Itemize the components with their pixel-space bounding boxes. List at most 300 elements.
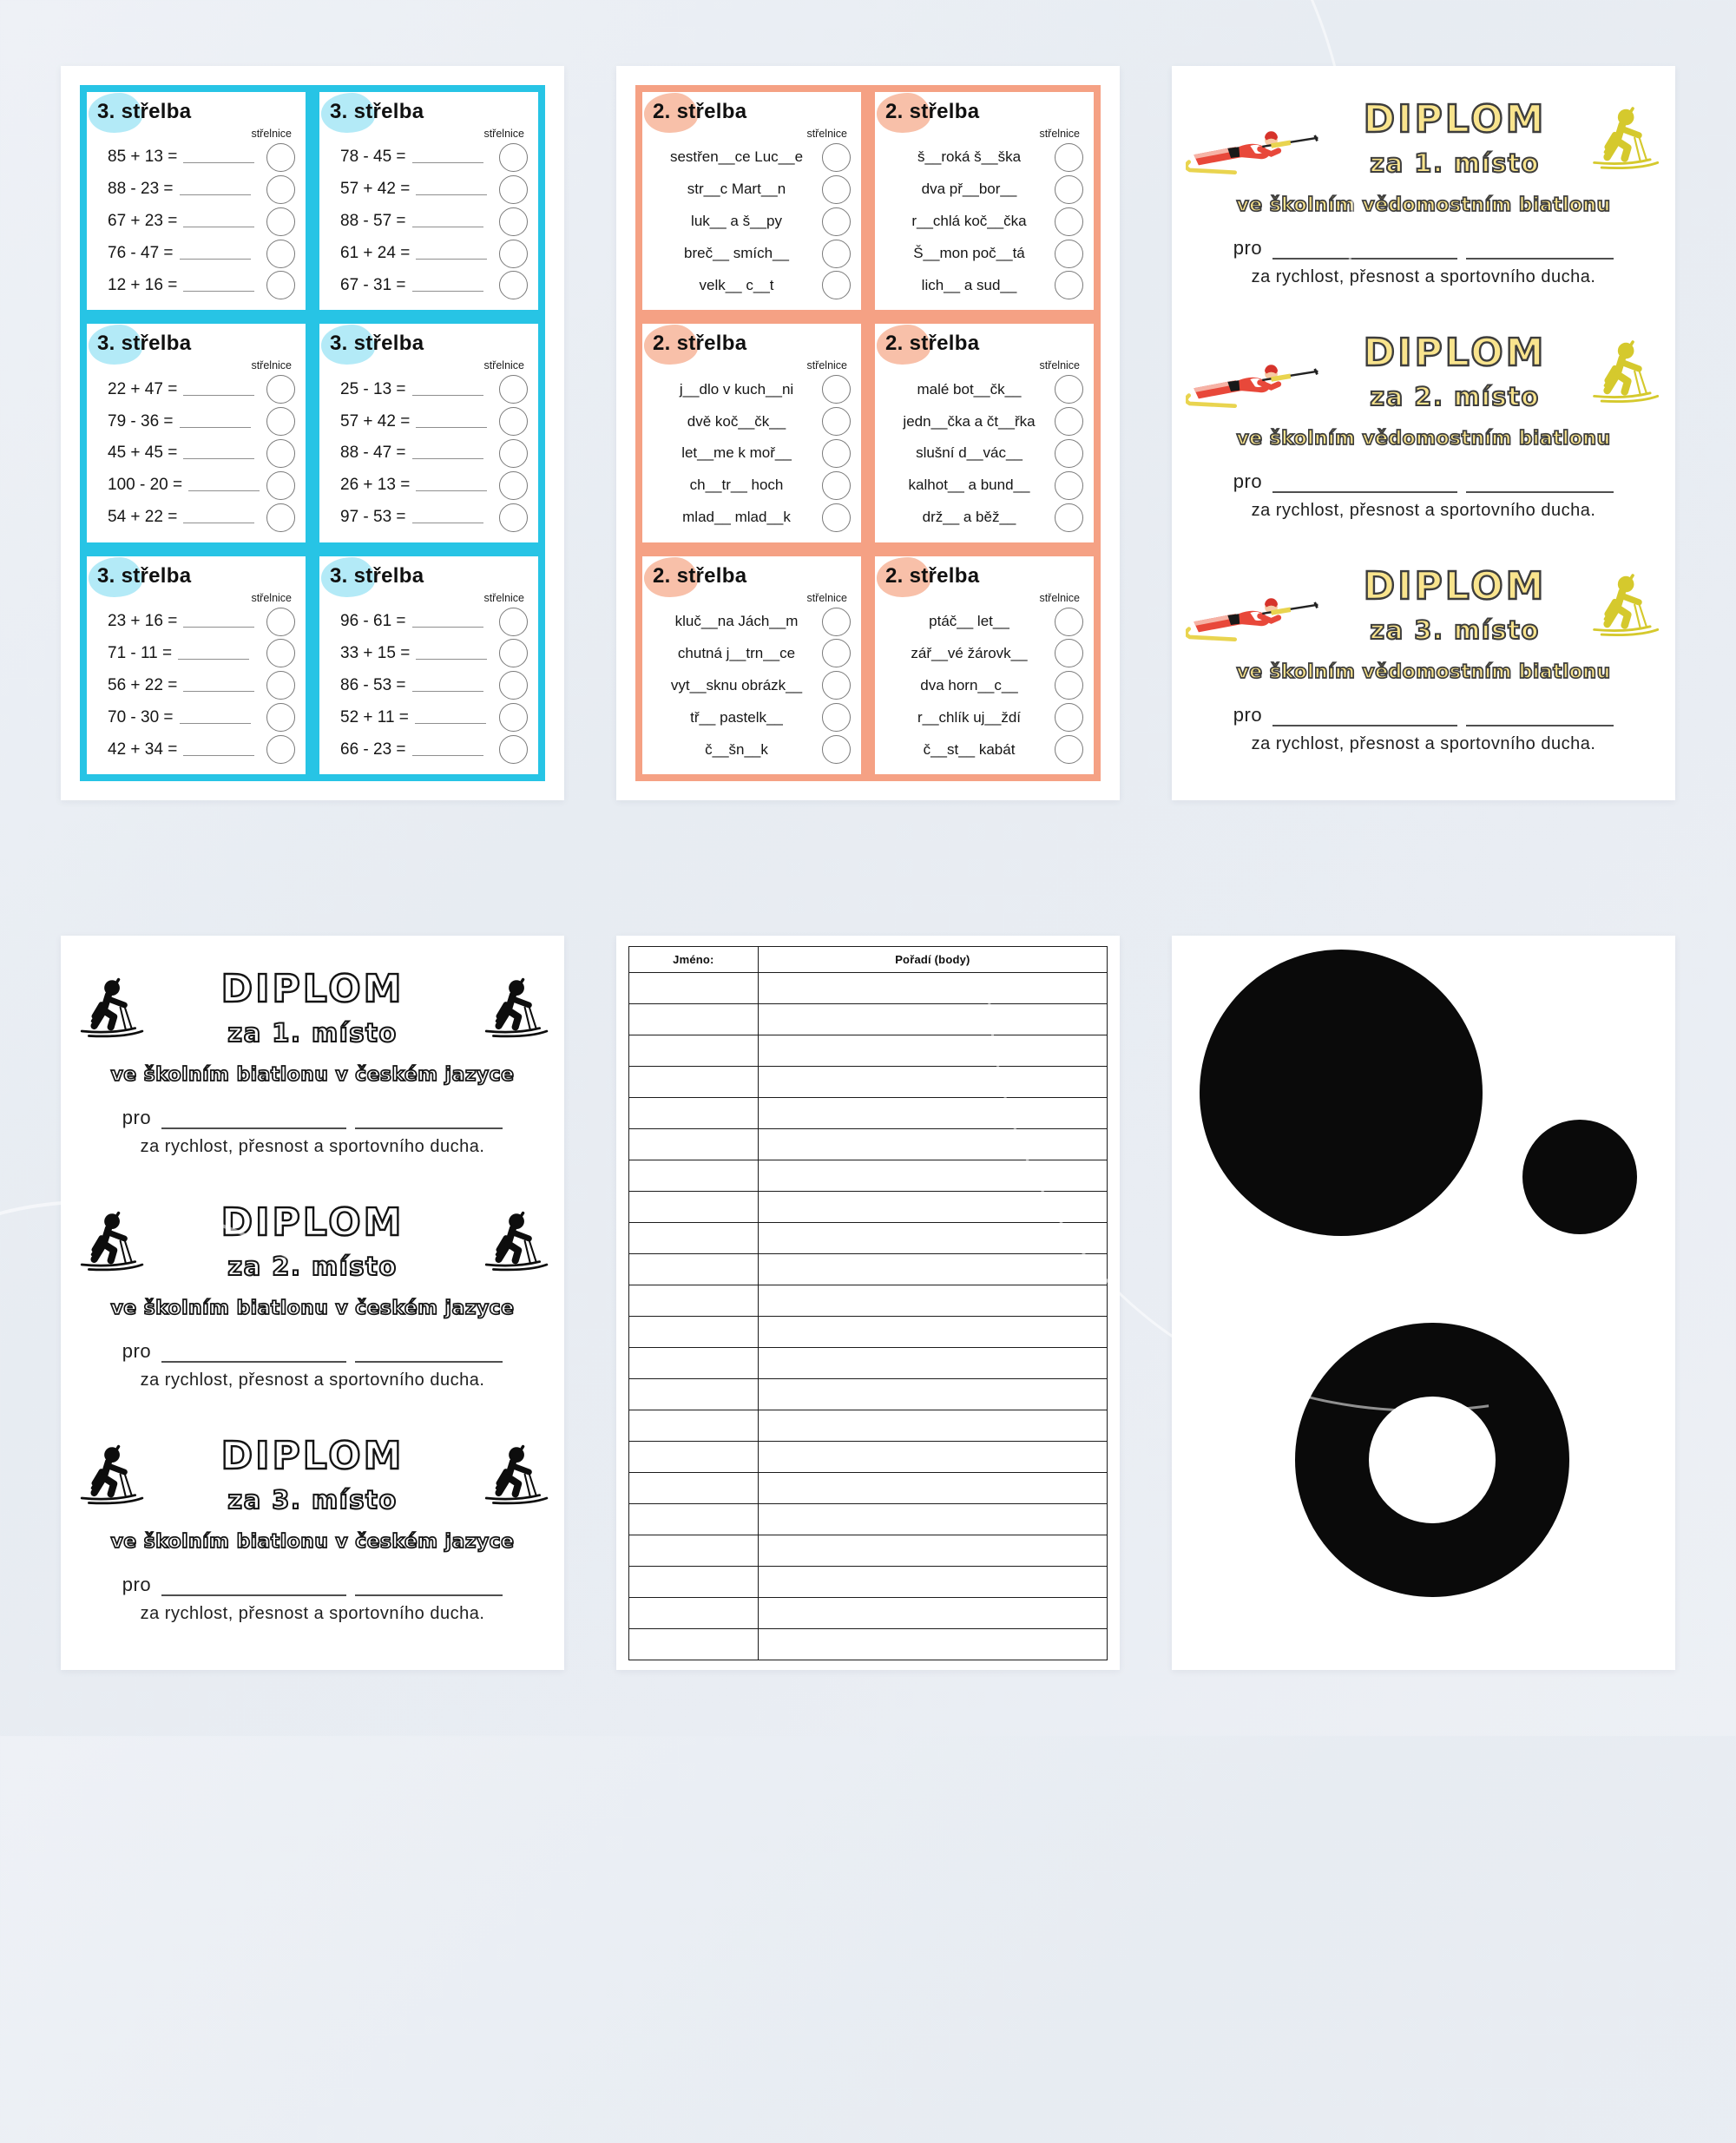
fill-in-word: drž__ a běž__: [922, 509, 1016, 526]
fill-in-word: chutná j__trn__ce: [677, 644, 796, 661]
answer-line: [412, 279, 483, 292]
czech-card: [868, 317, 1101, 549]
czech-card: [868, 549, 1101, 781]
math-problem: 22 + 47 =: [108, 379, 178, 398]
word-row: [885, 471, 1083, 500]
math-problem-row: [330, 471, 528, 500]
word-row: [885, 407, 1083, 436]
word-row: [885, 671, 1083, 700]
target-circle: [266, 240, 295, 268]
word-row: [885, 639, 1083, 667]
math-problem-row: [330, 143, 528, 172]
diploma-motto: za rychlost, přesnost a sportovního ducha.: [140, 1371, 485, 1390]
target-circle: [499, 671, 528, 700]
math-problem: 54 + 22 =: [108, 508, 178, 527]
fill-in-word: dva horn__c__: [920, 676, 1018, 694]
name-cell: [629, 1410, 759, 1442]
word-list: [885, 606, 1083, 767]
target-circle: [822, 735, 851, 764]
results-empty-row: [629, 1535, 1108, 1567]
math-problem-row: [97, 703, 295, 732]
answer-line: [178, 648, 249, 660]
target-circle: [266, 407, 295, 436]
name-column-header: Jméno:: [629, 947, 759, 973]
word-row: [885, 143, 1083, 172]
word-row: [885, 240, 1083, 268]
pro-label: pro: [1233, 704, 1263, 726]
math-problem-row: [330, 375, 528, 404]
math-problem: 88 - 23 =: [108, 180, 174, 199]
diploma-title: DIPLOM: [1363, 96, 1547, 141]
prone-shooter-icon: [1186, 596, 1323, 641]
score-cell: [758, 1160, 1107, 1192]
card-title: 3. střelba: [97, 563, 192, 588]
biathlon-skier-icon: [1587, 335, 1661, 406]
math-problem-row: [97, 639, 295, 667]
math-problem: 97 - 53 =: [340, 508, 406, 527]
score-cell: [758, 1223, 1107, 1254]
target-circle: [266, 503, 295, 532]
target-circle: [499, 471, 528, 500]
diploma-section: [1186, 320, 1661, 546]
target-circle: [266, 439, 295, 468]
czech-worksheet-page: [616, 66, 1120, 800]
math-problem: 86 - 53 =: [340, 675, 406, 694]
range-label: střelnice: [251, 128, 292, 140]
fill-in-word: mlad__ mlad__k: [682, 509, 791, 526]
name-blank-line: [1466, 712, 1614, 726]
math-problem: 42 + 34 =: [108, 740, 178, 759]
score-cell: [758, 1410, 1107, 1442]
answer-line: [183, 680, 254, 692]
name-blank-line: [355, 1114, 503, 1129]
word-row: [653, 703, 851, 732]
target-circle: [499, 207, 528, 236]
card-title: 3. střelba: [330, 332, 424, 356]
results-empty-row: [629, 1160, 1108, 1192]
fill-in-word: ptáč__ let__: [929, 613, 1009, 630]
name-cell: [629, 1098, 759, 1129]
problem-list: [330, 141, 528, 303]
answer-line: [183, 615, 254, 628]
word-row: [653, 271, 851, 299]
answer-line: [180, 183, 251, 195]
math-problem-row: [97, 407, 295, 436]
math-problem: 67 + 23 =: [108, 212, 178, 231]
results-empty-row: [629, 1629, 1108, 1660]
fill-in-word: dvě koč__čk__: [687, 412, 786, 430]
range-label: střelnice: [806, 359, 847, 372]
name-blank-line: [1466, 245, 1614, 260]
results-empty-row: [629, 973, 1108, 1004]
math-problem: 76 - 47 =: [108, 244, 174, 262]
target-circle: [1055, 671, 1083, 700]
target-circle: [266, 703, 295, 732]
fill-in-word: č__st__ kabát: [923, 740, 1016, 758]
diploma-place: za 2. místo: [1370, 381, 1540, 411]
target-circle: [266, 471, 295, 500]
diploma-place: za 3. místo: [1370, 615, 1540, 645]
results-empty-row: [629, 1067, 1108, 1098]
biathlon-skier-icon: [479, 1440, 550, 1508]
diploma-title: DIPLOM: [220, 1200, 404, 1245]
target-circle: [499, 735, 528, 764]
word-row: [653, 503, 851, 532]
diploma-place: za 1. místo: [227, 1017, 398, 1048]
word-row: [885, 439, 1083, 468]
math-problem: 12 + 16 =: [108, 275, 178, 294]
diploma-place: za 3. místo: [227, 1484, 398, 1515]
word-list: [885, 141, 1083, 303]
answer-line: [412, 744, 483, 756]
math-problem-row: [97, 271, 295, 299]
answer-line: [183, 151, 254, 163]
diploma-title: DIPLOM: [220, 1433, 404, 1478]
name-cell: [629, 1035, 759, 1067]
math-problem: 33 + 15 =: [340, 643, 411, 662]
range-label: střelnice: [483, 128, 524, 140]
fill-in-word: zář__vé žárovk__: [911, 644, 1028, 661]
answer-line: [180, 712, 251, 724]
diploma-recipient-line: [122, 1574, 503, 1596]
word-list: [653, 141, 851, 303]
diploma-motto: za rychlost, přesnost a sportovního ducha.: [1251, 501, 1596, 520]
diploma-event: ve školním biatlonu v českém jazyce: [110, 1298, 515, 1319]
name-cell: [629, 1160, 759, 1192]
name-blank-line: [161, 1581, 346, 1596]
problem-list: [97, 373, 295, 535]
prone-shooter-icon: [1186, 363, 1323, 408]
math-problem-row: [97, 143, 295, 172]
results-empty-row: [629, 1254, 1108, 1285]
fill-in-word: slušní d__vác__: [916, 444, 1023, 462]
score-cell: [758, 1035, 1107, 1067]
name-cell: [629, 1285, 759, 1317]
problem-list: [330, 373, 528, 535]
target-circle: [822, 439, 851, 468]
target-circle: [499, 175, 528, 204]
pro-label: pro: [122, 1574, 152, 1595]
answer-line: [412, 615, 483, 628]
answer-line: [183, 744, 254, 756]
target-circle: [266, 207, 295, 236]
math-card: [80, 85, 312, 317]
word-row: [885, 735, 1083, 764]
target-circle: [822, 143, 851, 172]
name-blank-line: [355, 1348, 503, 1363]
math-problem-row: [97, 671, 295, 700]
math-problem: 88 - 47 =: [340, 444, 406, 463]
math-problem-row: [97, 175, 295, 204]
math-problem: 61 + 24 =: [340, 244, 411, 262]
target-circle: [266, 735, 295, 764]
answer-line: [183, 215, 254, 227]
range-label: střelnice: [251, 359, 292, 372]
card-title: 2. střelba: [885, 563, 980, 588]
target-circle: [1055, 143, 1083, 172]
fill-in-word: breč__ smích__: [684, 245, 789, 261]
target-ring: [1295, 1323, 1569, 1597]
results-empty-row: [629, 1098, 1108, 1129]
score-cell: [758, 1285, 1107, 1317]
target-circle: [822, 608, 851, 636]
target-circle: [822, 271, 851, 299]
target-circle: [499, 375, 528, 404]
math-worksheet-page: [61, 66, 564, 800]
diploma-section: [75, 956, 550, 1182]
results-empty-row: [629, 1473, 1108, 1504]
diploma-section: [1186, 554, 1661, 779]
math-problem-row: [330, 175, 528, 204]
diploma-title: DIPLOM: [1363, 330, 1547, 375]
score-cell: [758, 1442, 1107, 1473]
results-empty-row: [629, 1317, 1108, 1348]
math-problem: 67 - 31 =: [340, 275, 406, 294]
problem-list: [330, 606, 528, 767]
target-circle: [1055, 439, 1083, 468]
score-column-header: Pořadí (body): [758, 947, 1107, 973]
diploma-recipient-line: [1233, 237, 1614, 260]
math-card-grid: [80, 85, 545, 781]
target-circle: [822, 407, 851, 436]
name-blank-line: [161, 1348, 346, 1363]
target-circle: [1055, 639, 1083, 667]
score-cell: [758, 1535, 1107, 1567]
math-problem-row: [97, 503, 295, 532]
fill-in-word: tř__ pastelk__: [690, 708, 783, 726]
fill-in-word: sestřen__ce Luc__e: [669, 148, 804, 166]
diploma-event: ve školním vědomostním biatlonu: [1236, 661, 1611, 683]
answer-line: [188, 479, 260, 491]
word-row: [885, 207, 1083, 236]
diploma-recipient-line: [122, 1340, 503, 1363]
math-problem-row: [330, 207, 528, 236]
czech-card: [868, 85, 1101, 317]
name-cell: [629, 1004, 759, 1035]
diploma-color-page: [1172, 66, 1675, 800]
score-cell: [758, 1317, 1107, 1348]
answer-line: [412, 511, 483, 523]
answer-line: [412, 680, 483, 692]
target-circle: [822, 240, 851, 268]
range-label: střelnice: [251, 591, 292, 604]
math-problem-row: [97, 240, 295, 268]
name-blank-line: [1272, 712, 1457, 726]
pro-label: pro: [1233, 470, 1263, 492]
diploma-section: [75, 1190, 550, 1416]
answer-line: [412, 384, 483, 396]
word-row: [653, 175, 851, 204]
name-cell: [629, 1535, 759, 1567]
name-blank-line: [161, 1114, 346, 1129]
answer-line: [183, 447, 254, 459]
math-card: [312, 549, 545, 781]
math-problem: 23 + 16 =: [108, 612, 178, 631]
fill-in-word: lich__ a sud__: [921, 276, 1017, 293]
results-empty-row: [629, 1192, 1108, 1223]
name-cell: [629, 1317, 759, 1348]
word-row: [653, 439, 851, 468]
name-blank-line: [1272, 478, 1457, 493]
math-problem-row: [330, 703, 528, 732]
fill-in-word: č__šn__k: [705, 740, 768, 758]
results-empty-row: [629, 1285, 1108, 1317]
word-row: [653, 671, 851, 700]
target-circle: [499, 703, 528, 732]
word-row: [653, 143, 851, 172]
target-circle: [1055, 175, 1083, 204]
card-title: 2. střelba: [885, 100, 980, 123]
math-problem: 79 - 36 =: [108, 411, 174, 431]
diploma-motto: za rychlost, přesnost a sportovního ducha.: [1251, 734, 1596, 753]
math-problem: 57 + 42 =: [340, 180, 411, 199]
card-title: 2. střelba: [653, 100, 747, 123]
target-circle: [499, 407, 528, 436]
math-problem: 56 + 22 =: [108, 675, 178, 694]
diploma-event: ve školním biatlonu v českém jazyce: [110, 1531, 515, 1553]
card-title: 3. střelba: [97, 100, 192, 123]
score-cell: [758, 1129, 1107, 1160]
biathlon-skier-icon: [479, 1206, 550, 1274]
score-cell: [758, 1004, 1107, 1035]
range-label: střelnice: [1039, 359, 1080, 372]
answer-line: [416, 648, 487, 660]
word-list: [885, 373, 1083, 535]
target-circle: [1055, 207, 1083, 236]
card-title: 3. střelba: [97, 332, 192, 356]
math-problem: 85 + 13 =: [108, 148, 178, 167]
fill-in-word: ch__tr__ hoch: [689, 477, 784, 494]
math-problem-row: [97, 608, 295, 636]
target-circle: [499, 503, 528, 532]
math-problem-row: [97, 471, 295, 500]
math-problem: 26 + 13 =: [340, 476, 411, 495]
answer-line: [183, 279, 254, 292]
diploma-event: ve školním biatlonu v českém jazyce: [110, 1064, 515, 1086]
word-row: [653, 735, 851, 764]
results-empty-row: [629, 1504, 1108, 1535]
answer-line: [416, 479, 487, 491]
score-cell: [758, 1504, 1107, 1535]
results-empty-row: [629, 1129, 1108, 1160]
math-problem-row: [97, 439, 295, 468]
math-card: [80, 549, 312, 781]
target-circle: [822, 471, 851, 500]
word-row: [885, 703, 1083, 732]
name-blank-line: [1466, 478, 1614, 493]
name-blank-line: [355, 1581, 503, 1596]
answer-line: [180, 416, 251, 428]
card-title: 2. střelba: [653, 563, 747, 588]
target-circle: [1055, 375, 1083, 404]
target-circle: [266, 271, 295, 299]
name-cell: [629, 1567, 759, 1598]
answer-line: [416, 416, 487, 428]
results-empty-row: [629, 1567, 1108, 1598]
target-circle: [1055, 703, 1083, 732]
name-cell: [629, 1473, 759, 1504]
pro-label: pro: [122, 1107, 152, 1128]
math-problem: 88 - 57 =: [340, 212, 406, 231]
results-empty-row: [629, 1004, 1108, 1035]
results-empty-row: [629, 1223, 1108, 1254]
math-card: [312, 85, 545, 317]
score-cell: [758, 1598, 1107, 1629]
target-circle: [1055, 608, 1083, 636]
math-problem-row: [330, 639, 528, 667]
target-circle: [822, 703, 851, 732]
card-title: 2. střelba: [653, 332, 747, 356]
fill-in-word: r__chlá koč__čka: [911, 213, 1027, 230]
math-card: [312, 317, 545, 549]
target-circle: [266, 608, 295, 636]
diploma-title: DIPLOM: [1363, 563, 1547, 608]
range-label: střelnice: [806, 128, 847, 140]
answer-line: [415, 712, 486, 724]
target-circle: [499, 439, 528, 468]
target-dot-small: [1522, 1120, 1637, 1234]
target-circle: [266, 375, 295, 404]
results-rows: [629, 973, 1108, 1660]
diploma-bw-page: [61, 936, 564, 1670]
diploma-title: DIPLOM: [220, 966, 404, 1011]
word-row: [653, 207, 851, 236]
math-problem-row: [330, 608, 528, 636]
target-circle: [499, 240, 528, 268]
czech-card-grid: [635, 85, 1101, 781]
target-circle: [822, 375, 851, 404]
name-cell: [629, 1223, 759, 1254]
fill-in-word: vyt__sknu obrázk__: [670, 676, 803, 694]
score-cell: [758, 1192, 1107, 1223]
fill-in-word: kalhot__ a bund__: [908, 477, 1030, 494]
name-cell: [629, 1442, 759, 1473]
score-cell: [758, 1098, 1107, 1129]
answer-line: [412, 447, 483, 459]
results-empty-row: [629, 1035, 1108, 1067]
target-circle: [499, 639, 528, 667]
score-cell: [758, 1567, 1107, 1598]
results-header-row: [629, 947, 1108, 973]
targets-page: [1172, 936, 1675, 1670]
range-label: střelnice: [483, 359, 524, 372]
problem-list: [97, 141, 295, 303]
biathlon-skier-icon: [1587, 102, 1661, 173]
target-circle: [822, 503, 851, 532]
math-problem-row: [330, 439, 528, 468]
pro-label: pro: [122, 1340, 152, 1362]
math-problem: 96 - 61 =: [340, 612, 406, 631]
answer-line: [183, 384, 254, 396]
card-title: 3. střelba: [330, 100, 424, 123]
fill-in-word: velk__ c__t: [699, 276, 774, 293]
math-problem-row: [330, 671, 528, 700]
fill-in-word: r__chlík uj__ždí: [917, 708, 1022, 726]
range-label: střelnice: [483, 591, 524, 604]
math-card: [80, 317, 312, 549]
word-row: [653, 375, 851, 404]
czech-card: [635, 549, 868, 781]
math-problem-row: [330, 735, 528, 764]
name-cell: [629, 1379, 759, 1410]
target-circle: [499, 271, 528, 299]
word-row: [653, 639, 851, 667]
math-problem: 70 - 30 =: [108, 707, 174, 726]
diploma-recipient-line: [122, 1107, 503, 1129]
math-problem-row: [97, 207, 295, 236]
word-row: [653, 471, 851, 500]
fill-in-word: kluč__na Jách__m: [674, 613, 799, 630]
